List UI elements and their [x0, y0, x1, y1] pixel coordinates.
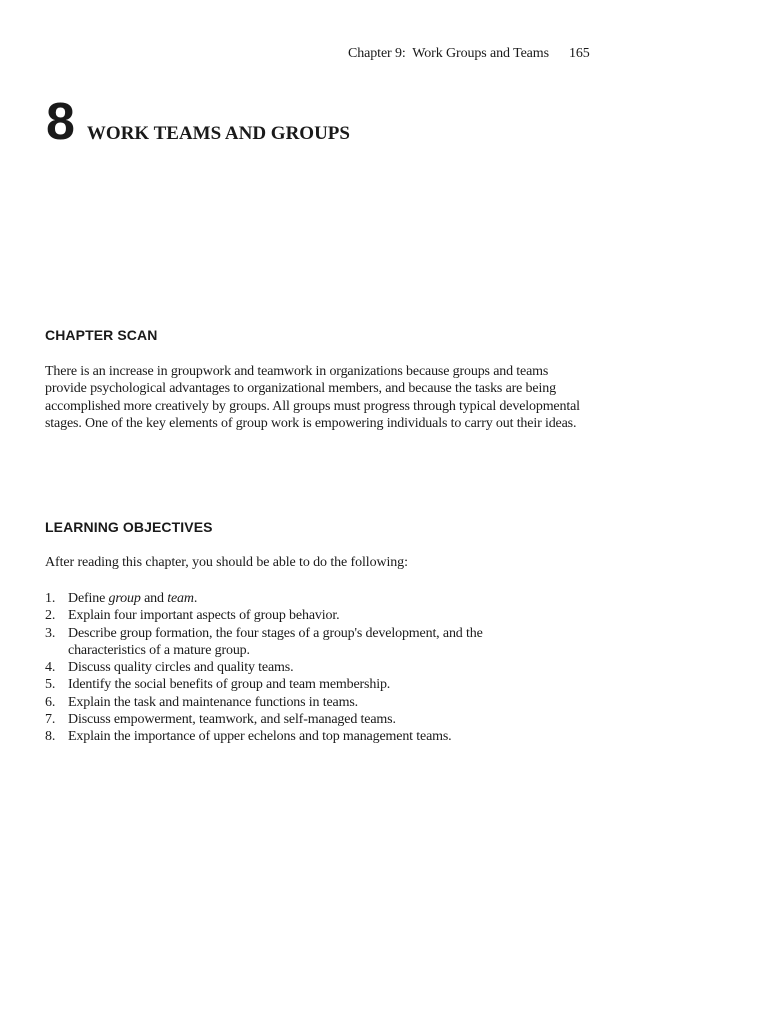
chapter-scan-paragraph [45, 363, 645, 433]
running-head-chapter: Chapter 9: Work Groups and Teams [348, 46, 549, 61]
page-number: 165 [568, 46, 590, 61]
objective-number: 7. [45, 712, 56, 728]
objective-item [45, 590, 645, 607]
chapter-number: 8 [46, 93, 75, 151]
objective-text: Explain the task and maintenance functions in teams. [68, 694, 359, 710]
objective-text: Discuss empowerment, teamwork, and self-managed teams. [68, 712, 396, 728]
objective-text: Explain four important aspects of group behavior. [68, 608, 340, 624]
chapter-heading [46, 93, 350, 151]
chapter-scan-heading: CHAPTER SCAN [45, 327, 158, 343]
objective-text-part: and [140, 591, 168, 606]
objective-text: Discuss quality circles and quality teams. [68, 660, 294, 676]
running-head [348, 46, 590, 62]
objective-number: 5. [45, 677, 56, 693]
objective-number: 4. [45, 660, 56, 676]
objective-text-line: characteristics of a mature group. [68, 642, 250, 658]
term-group: group [108, 591, 141, 606]
chapter-scan-line: provide psychological advantages to organizational members, and because the tasks are being [45, 381, 556, 397]
objective-text-part: Define [68, 591, 109, 606]
chapter-scan-line: There is an increase in groupwork and teamwork in organizations because groups and teams [45, 364, 549, 379]
objective-text: Identify the social benefits of group and team membership. [68, 677, 391, 693]
objective-number: 1. [45, 591, 56, 606]
objective-number: 2. [45, 608, 56, 624]
objective-text-part: . [193, 591, 198, 606]
objective-number: 8. [45, 729, 56, 745]
chapter-scan-line: stages. One of the key elements of group work is empowering individuals to carry out their ideas. [45, 416, 577, 432]
objective-number: 3. [45, 625, 56, 641]
objective-text [68, 625, 483, 660]
term-team: team [167, 591, 194, 606]
objective-text [68, 590, 197, 607]
objective-item [45, 676, 645, 693]
objective-item [45, 607, 645, 624]
objective-item [45, 625, 645, 660]
objective-item [45, 694, 645, 711]
objective-text-line: Describe group formation, the four stages of a group's development, and the [68, 625, 483, 641]
chapter-title: WORK TEAMS AND GROUPS [86, 123, 350, 144]
objective-text: Explain the importance of upper echelons and top management teams. [68, 729, 452, 745]
learning-objectives-heading: LEARNING OBJECTIVES [45, 519, 213, 535]
learning-objectives-intro: After reading this chapter, you should be able to do the following: [45, 555, 408, 570]
learning-objectives-list [45, 590, 645, 746]
objective-item [45, 659, 645, 676]
objective-item [45, 728, 645, 745]
objective-number: 6. [45, 694, 56, 710]
objective-item [45, 711, 645, 728]
chapter-scan-line: accomplished more creatively by groups. All groups must progress through typical developmental [45, 398, 580, 414]
